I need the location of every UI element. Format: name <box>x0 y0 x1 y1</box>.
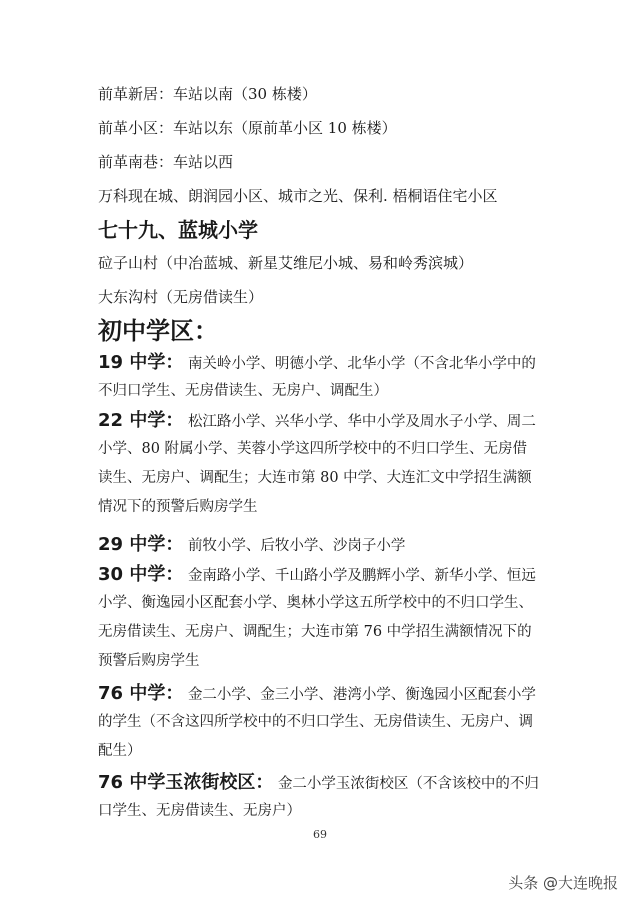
address-line: 砬子山村（中冶蓝城、新星艾维尼小城、易和岭秀滨城） <box>98 254 474 272</box>
school-entry <box>98 679 550 766</box>
section-heading: 七十九、蓝城小学 <box>98 218 258 242</box>
school-name: 76 中学玉浓街校区： <box>98 772 274 793</box>
entry-text: 金二小学玉浓街校区（不含该校中的不归 <box>277 776 539 792</box>
school-name: 22 中学： <box>98 410 184 431</box>
entry-text: 不归口学生、无房借读生、无房户、调配生） <box>98 383 388 399</box>
school-entry <box>98 768 550 826</box>
address-line: 万科现在城、朗润园小区、城市之光、保利. 梧桐语住宅小区 <box>98 187 498 205</box>
school-entry <box>98 560 550 676</box>
school-entry <box>98 530 550 559</box>
school-name: 30 中学： <box>98 564 184 585</box>
entry-text: 配生） <box>98 743 142 759</box>
address-line: 前革小区：车站以东（原前革小区 10 栋楼） <box>98 119 397 137</box>
school-entry <box>98 406 550 522</box>
entry-text: 的学生（不含这四所学校中的不归口学生、无房借读生、无房户、调 <box>98 714 533 730</box>
entry-text: 读生、无房户、调配生；大连市第 80 中学、大连汇文中学招生满额 <box>98 470 532 486</box>
school-name: 76 中学： <box>98 683 184 704</box>
entry-text: 松江路小学、兴华小学、华中小学及周水子小学、周二 <box>187 414 536 430</box>
entry-text: 小学、80 附属小学、芙蓉小学这四所学校中的不归口学生、无房借 <box>98 441 528 457</box>
entry-text: 情况下的预警后购房学生 <box>98 499 258 515</box>
entry-text: 小学、衡逸园小区配套小学、奥林小学这五所学校中的不归口学生、 <box>98 595 533 611</box>
entry-text: 预警后购房学生 <box>98 653 200 669</box>
page-number: 69 <box>313 828 327 841</box>
watermark: 头条 @大连晚报 <box>508 874 618 892</box>
school-name: 19 中学： <box>98 352 184 373</box>
entry-text: 无房借读生、无房户、调配生；大连市第 76 中学招生满额情况下的 <box>98 624 532 640</box>
address-line: 大东沟村（无房借读生） <box>98 288 264 306</box>
address-line: 前革南巷：车站以西 <box>98 153 234 171</box>
school-entry <box>98 348 550 406</box>
entry-text: 口学生、无房借读生、无房户） <box>98 803 301 819</box>
school-name: 29 中学： <box>98 534 184 555</box>
address-line: 前革新居：车站以南（30 栋楼） <box>98 85 317 103</box>
entry-text: 南关岭小学、明德小学、北华小学（不含北华小学中的 <box>187 356 536 372</box>
entry-text: 金南路小学、千山路小学及鹏辉小学、新华小学、恒远 <box>187 568 536 584</box>
junior-district-heading: 初中学区： <box>98 317 218 345</box>
entry-text: 前牧小学、后牧小学、沙岗子小学 <box>187 538 406 554</box>
entry-text: 金二小学、金三小学、港湾小学、衡逸园小区配套小学 <box>187 687 536 703</box>
